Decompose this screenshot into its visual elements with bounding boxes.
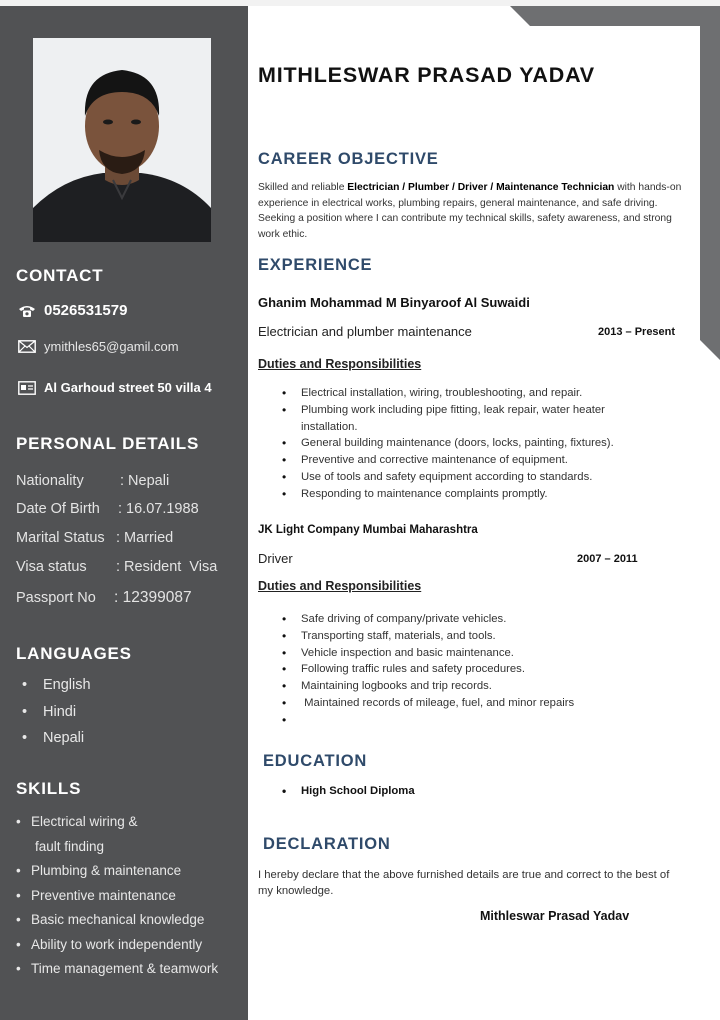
language-item: • English — [22, 677, 91, 693]
job-duties-list — [282, 611, 642, 729]
job-company: JK Light Company Mumbai Maharashtra — [258, 524, 478, 536]
education-heading: EDUCATION — [263, 752, 368, 770]
duty-item: • Preventive and corrective maintenance of equipment. — [282, 452, 642, 469]
job-dates: 2013 – Present — [598, 326, 676, 338]
pd-value: : 12399087 — [114, 589, 192, 606]
languages-list — [16, 672, 91, 752]
pd-passport-no — [16, 589, 192, 607]
job-dates: 2007 – 2011 — [577, 553, 638, 565]
pd-date-of-birth — [16, 501, 199, 517]
duty-item: • Following traffic rules and safety procedures. — [282, 661, 642, 678]
signature-name: Mithleswar Prasad Yadav — [480, 909, 630, 923]
sidebar — [0, 6, 248, 1020]
duty-item: • Maintained records of mileage, fuel, and minor repairs — [282, 695, 642, 712]
skills-heading: SKILLS — [16, 779, 82, 798]
duty-item: • Maintaining logbooks and trip records. — [282, 678, 642, 695]
duty-item: • Safe driving of company/private vehicles. — [282, 611, 642, 628]
duty-item: • Use of tools and safety equipment according to standards. — [282, 469, 642, 486]
language-item: • Nepali — [22, 730, 85, 746]
job-duties-list — [282, 385, 642, 503]
languages-heading: LANGUAGES — [16, 644, 132, 663]
phone-number[interactable]: 0526531579 — [44, 302, 128, 319]
email-address[interactable]: ymithles65@gamil.com — [44, 339, 179, 354]
profile-photo — [33, 38, 211, 242]
skill-item: • Plumbing & maintenance — [16, 863, 182, 878]
duty-item-empty — [282, 712, 642, 729]
pd-value: : Resident Visa — [116, 559, 218, 575]
phone-icon — [16, 304, 38, 318]
skill-item: • Electrical wiring & fault finding — [16, 814, 138, 854]
job-company: Ghanim Mohammad M Binyaroof Al Suwaidi — [258, 295, 530, 310]
pd-label: Nationality — [16, 473, 84, 489]
education-item: • High School Diploma — [282, 783, 642, 800]
career-objective-heading: CAREER OBJECTIVE — [258, 150, 439, 168]
duty-item: • General building maintenance (doors, locks, painting, fixtures). — [282, 435, 642, 452]
contact-heading: CONTACT — [16, 266, 104, 285]
duties-heading: Duties and Responsibilities — [258, 357, 422, 371]
duty-item: • Responding to maintenance complaints promptly. — [282, 486, 642, 503]
pd-visa-status — [16, 559, 218, 575]
pd-label: Date Of Birth — [16, 501, 100, 517]
email-row — [16, 339, 179, 354]
duty-item: • Plumbing work including pipe fitting, leak repair, water heater installation. — [282, 402, 642, 436]
pd-value: : Married — [116, 530, 174, 546]
full-name-title: MITHLESWAR PRASAD YADAV — [258, 63, 595, 87]
skill-item: • Basic mechanical knowledge — [16, 912, 205, 927]
pd-marital-status — [16, 530, 174, 546]
personal-details-heading: PERSONAL DETAILS — [16, 434, 200, 453]
duty-item: • Electrical installation, wiring, troubleshooting, and repair. — [282, 385, 642, 402]
experience-heading: EXPERIENCE — [258, 256, 373, 274]
pd-label: Passport No — [16, 590, 96, 606]
skill-item: • Ability to work independently — [16, 936, 203, 952]
address-row — [16, 380, 212, 395]
declaration-heading: DECLARATION — [263, 835, 391, 853]
duty-item: • Vehicle inspection and basic maintenance. — [282, 645, 642, 662]
envelope-icon — [16, 340, 38, 353]
career-objective-text: Skilled and reliable Electrician / Plumber / Driver / Maintenance Technician with hands-on experience in electrical works, plumbing repairs, general maintenance, and safe driving. Seeking a position where I can contribute my technical skills, safety awareness, and strong work ethic. — [258, 182, 682, 240]
job-role: Driver — [258, 551, 293, 566]
pd-nationality — [16, 473, 170, 489]
skills-list — [16, 810, 218, 982]
skill-item: • Time management & teamwork — [16, 961, 219, 976]
job-role: Electrician and plumber maintenance — [258, 324, 472, 339]
duty-item: • Transporting staff, materials, and tools. — [282, 628, 642, 645]
duties-heading: Duties and Responsibilities — [258, 579, 422, 593]
address-text: Al Garhoud street 50 villa 4 — [44, 380, 212, 395]
pd-label: Visa status — [16, 559, 87, 575]
address-card-icon — [16, 381, 38, 395]
language-item: • Hindi — [22, 703, 77, 720]
education-list — [282, 783, 642, 800]
skill-item: • Preventive maintenance — [16, 887, 176, 903]
phone-row — [16, 302, 127, 319]
pd-value: : 16.07.1988 — [118, 501, 199, 517]
declaration-text: I hereby declare that the above furnished details are true and correct to the best of my knowledge. — [258, 869, 670, 897]
pd-value: : Nepali — [120, 473, 170, 489]
pd-label: Marital Status — [16, 530, 105, 546]
